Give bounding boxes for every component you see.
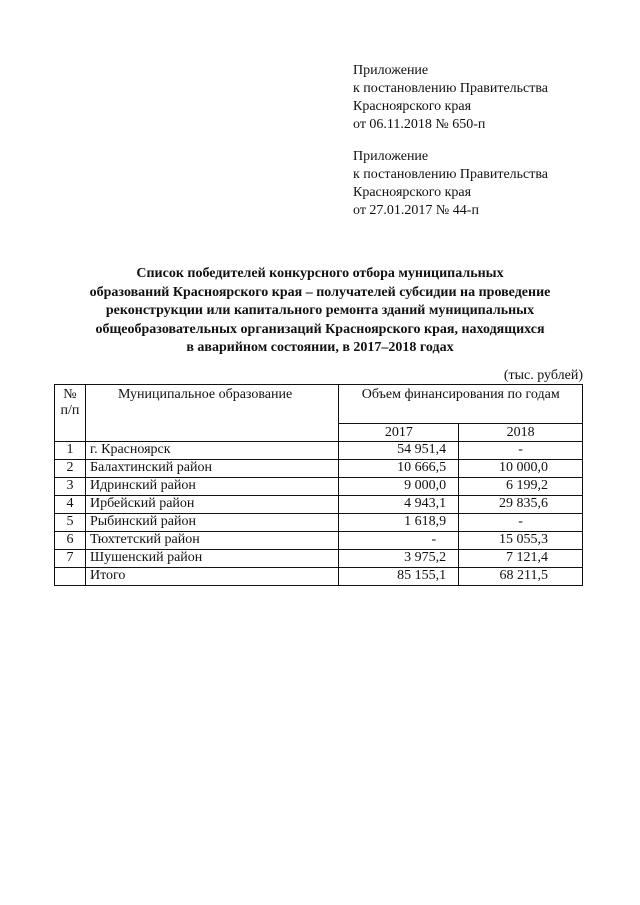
row-value-2018: 6 199,2 [459,478,583,496]
row-value-2017: 3 975,2 [339,550,459,568]
header-financing: Объем финансирования по годам [339,385,583,424]
table-row [55,442,583,460]
units-note: (тыс. рублей) [503,368,583,383]
annex-region: Красноярского края [353,99,472,114]
table-row [55,460,583,478]
header-municipality: Муниципальное образование [85,385,339,442]
annex-region: Красноярского края [353,185,472,200]
row-municipality: г. Красноярск [85,442,339,460]
header-num: № п/п [55,385,86,442]
row-num: 5 [55,514,86,532]
row-value-2017: - [339,532,459,550]
annex-date-number: от 06.11.2018 № 650-п [353,117,486,132]
document-title [56,265,584,358]
row-num: 6 [55,532,86,550]
row-municipality: Балахтинский район [85,460,339,478]
row-value-2018: 15 055,3 [459,532,583,550]
header-year-2017: 2017 [339,424,459,442]
title-line: общеобразовательных организаций Красноярского края, находящихся [95,321,545,337]
row-num: 4 [55,496,86,514]
row-total-label: Итого [85,568,339,586]
annex-decree-ref: к постановлению Правительства [353,167,549,182]
table-row [55,478,583,496]
annex-date-number: от 27.01.2017 № 44-п [353,203,479,218]
row-value-2018: 10 000,0 [459,460,583,478]
financing-table [54,384,583,586]
title-line: образований Красноярского края – получателей субсидии на проведение [89,284,551,300]
table-row [55,496,583,514]
annex-label: Приложение [353,149,429,164]
row-value-2018: 7 121,4 [459,550,583,568]
row-municipality: Тюхтетский район [85,532,339,550]
row-num: 2 [55,460,86,478]
row-municipality: Ирбейский район [85,496,339,514]
row-value-2017: 9 000,0 [339,478,459,496]
table-row [55,532,583,550]
table-row [55,550,583,568]
row-municipality: Рыбинский район [85,514,339,532]
title-line: Список победителей конкурсного отбора муниципальных [136,266,504,281]
row-total-2018: 68 211,5 [459,568,583,586]
row-num: 7 [55,550,86,568]
row-value-2017: 4 943,1 [339,496,459,514]
title-line: реконструкции или капитального ремонта зданий муниципальных [105,303,535,318]
row-value-2017: 54 951,4 [339,442,459,460]
row-value-2017: 1 618,9 [339,514,459,532]
table-header-row [55,385,583,424]
row-value-2017: 10 666,5 [339,460,459,478]
title-line: в аварийном состоянии, в 2017–2018 годах [186,340,454,355]
header-year-2018: 2018 [459,424,583,442]
annex-label: Приложение [353,63,429,78]
annex-decree-ref: к постановлению Правительства [353,81,549,96]
row-total-2017: 85 155,1 [339,568,459,586]
row-value-2018: 29 835,6 [459,496,583,514]
row-value-2018: - [459,442,583,460]
row-municipality: Идринский район [85,478,339,496]
table-row [55,514,583,532]
row-municipality: Шушенский район [85,550,339,568]
annex-block-2017 [353,148,548,220]
table-total-row [55,568,583,586]
row-num: 3 [55,478,86,496]
row-num: 1 [55,442,86,460]
annex-block-2018 [353,62,548,134]
row-value-2018: - [459,514,583,532]
row-num [55,568,86,586]
